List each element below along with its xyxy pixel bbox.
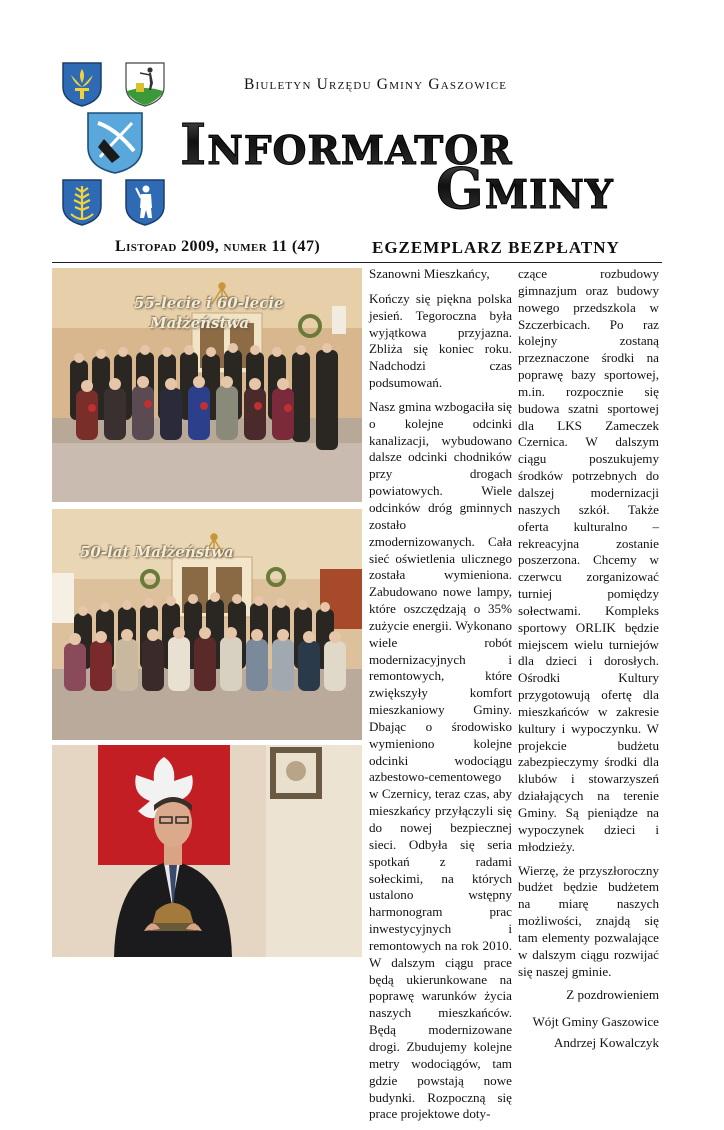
article-paragraph-2a: Nasz gmina wzbogaciła się o kolejne odcinki kanalizacji, wybudowano dalsze odcinki chodników przy drogach powiatowych. Wiele odcinków dróg gminnych zostało zmodernizowanych. Cała sieć oświetlenia ulicznego została wymieniona. Zabudowano nowe lampy, które oszczędzają o 35% zużycie energii. Wykonano wiele robót modernizacyjnych i remontowych, które zwiększyły komfort mieszkaniowy Gminy. Dbając o środowisko wymieniono kolejne odcinki wodociągu azbestowo-cementowego w Czernicy, teraz czas, aby mieszkańcy przyłączyli się do nowej bezpiecznej sieci. Odbyła się seria spotkań z radami sołeckimi, na których ustalono wstępny harmonogram prac inwestycyjnych i remontowych na rok 2010. W dalszym ciągu prace będą ukierunkowane na poprawę warunków życia naszych mieszkańców. Będą modernizowane drogi. Zbudujemy kolejne metry wodociągów, tam gdzie powstają nowe budynki. Rozpoczną się prace projektowe doty-	[369, 398, 512, 1122]
article-paragraph-1: Kończy się piękna polska jesień. Tegoroczna była wyjątkowa przyjazna. Zbliża się koniec roku. Nadchodzi czas podsumowań.	[369, 290, 512, 391]
photo-mayor-award	[52, 745, 362, 957]
masthead-line2: Gminy	[436, 156, 614, 219]
masthead	[178, 104, 648, 219]
photo-anniversary-55-60	[52, 268, 362, 502]
crest-wheat-icon	[61, 178, 103, 226]
masthead-line1: Informator	[180, 112, 513, 178]
crest-smith-icon	[124, 178, 166, 226]
crest-blue-fleur-icon	[61, 61, 103, 107]
crest-pickaxe-icon	[86, 111, 144, 175]
article-column-1	[369, 266, 512, 1130]
crest-worker-icon	[124, 61, 166, 107]
article-closing: Z pozdrowieniem	[566, 987, 659, 1003]
signature-role: Wójt Gminy Gaszowice	[532, 1014, 659, 1030]
article-paragraph-2b: czące rozbudowy gimnazjum oraz budowy nowego przedszkola w Szczerbicach. Po raz kolejny zostaną przeznaczone środki na poprawę bazy sportowej, m.in. rozpocznie się budowa szatni sportowej dla LKS Zameczek Czernica. W dalszym ciągu poszukujemy środków potrzebnych do dalszej modernizacji naszych szkół. Także oferta kulturalno – rekreacyjna zostanie poszerzona. Chcemy w czerwcu zorganizować turniej pomiędzy sołectwami. Kompleks sportowy ORLIK będzie miejscem wielu turniejów dla dzieci i dorosłych. Ośrodki Kultury przygotowują ofertę dla mieszkańców w zakresie kultury i wypoczynku. W projekcie budżetu zabezpieczymy środki dla klubów i stowarzyszeń działających na terenie Gminy. Są pieniądze na wypoczynek dzieci i młodzieży.	[518, 266, 659, 854]
article-salutation: Szanowni Mieszkańcy,	[369, 266, 490, 281]
article-column-2	[518, 266, 659, 1056]
issue-line	[115, 238, 320, 256]
article-paragraph-3: Wierzę, że przyszłoroczny budżet będzie budżetem na miarę naszych możliwości, znajdą się tam elementy pozwalające w dalszym ciągu rozwijać się naszej gminie.	[518, 862, 659, 979]
free-copy-label: EGZEMPLARZ BEZPŁATNY	[372, 238, 620, 257]
photo1-caption-line1: 55-lecie i 60-lecie	[134, 294, 284, 312]
photo-anniversary-50	[52, 509, 362, 740]
photo1-caption-line2: Małżeństwa	[150, 314, 250, 332]
issue-text: Listopad 2009, numer 11 (47)	[115, 238, 321, 255]
signature-name: Andrzej Kowalczyk	[553, 1035, 659, 1051]
photo2-caption: 50-lat Małżeństwa	[80, 543, 234, 561]
bulletin-title	[244, 76, 584, 94]
header-divider	[52, 262, 662, 263]
bulletin-title-text: Biuletyn Urzędu Gminy Gaszowice	[244, 76, 508, 93]
